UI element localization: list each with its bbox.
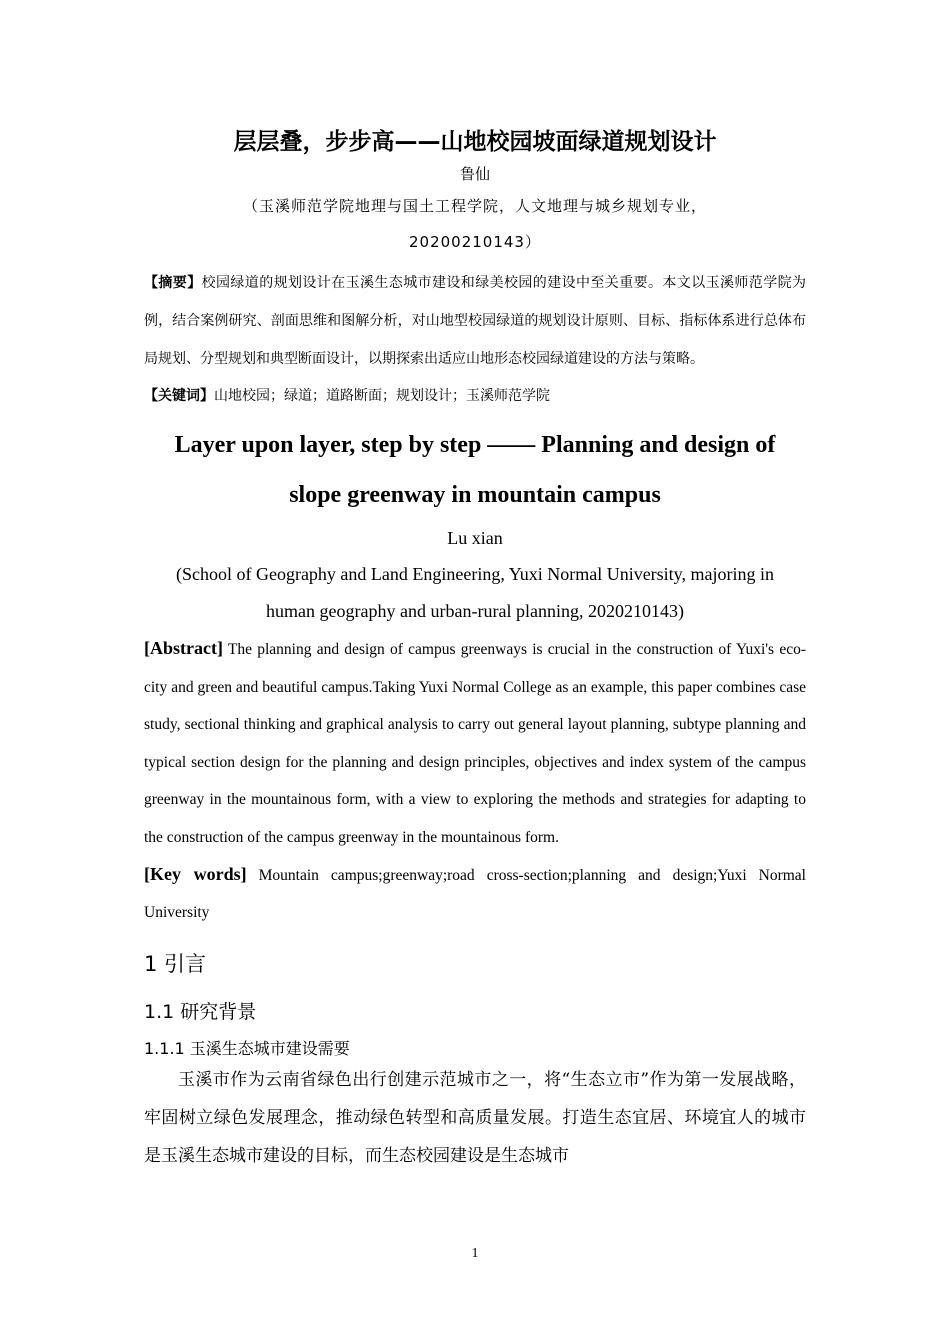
chinese-title: 层层叠，步步高——山地校园坡面绿道规划设计 xyxy=(233,129,717,155)
english-abstract-label: [Abstract] xyxy=(144,638,223,658)
english-keywords-label: [Key words] xyxy=(144,864,247,884)
page-content xyxy=(144,124,806,1175)
english-title xyxy=(144,420,806,520)
chinese-affiliation-line1: （玉溪师范学院地理与国土工程学院，人文地理与城乡规划专业， xyxy=(242,197,707,215)
chinese-keywords-text: 山地校园；绿道；道路断面；规划设计；玉溪师范学院 xyxy=(214,388,550,404)
section-heading-1-1: 1.1 研究背景 xyxy=(144,1001,257,1023)
chinese-abstract-text: 校园绿道的规划设计在玉溪生态城市建设和绿美校园的建设中至关重要。本文以玉溪师范学院为例，结合案例研究、剖面思维和图解分析，对山地型校园绿道的规划设计原则、目标、指标体系进行总体布局规划、分型规划和典型断面设计，以期探索出适应山地形态校园绿道建设的方法与策略。 xyxy=(144,275,807,367)
english-abstract-text: The planning and design of campus greenways is crucial in the construction of Yuxi's eco-city and green and beautiful campus.Taking Yuxi Normal College as an example, this paper combines case study, sectional thinking and graphical analysis to carry out general layout planning, subtype planning and typical section design for the planning and design principles, objectives and index system of the campus greenway in the mountainous form, with a view to exploring the methods and strategies for adapting to the construction of the campus greenway in the mountainous form. xyxy=(144,641,806,846)
chinese-author: 鲁仙 xyxy=(459,165,490,183)
chinese-affiliation-line2: 20200210143） xyxy=(409,233,541,251)
english-keywords-text: Mountain campus;greenway;road cross-section;planning and design;Yuxi Normal University xyxy=(144,867,806,921)
english-keywords xyxy=(144,856,806,931)
page-number: 1 xyxy=(471,1246,479,1261)
body-paragraph: 玉溪市作为云南省绿色出行创建示范城市之一，将“生态立市”作为第一发展战略，牢固树立绿色发展理念，推动绿色转型和高质量发展。打造生态宜居、环境宜人的城市是玉溪生态城市建设的目标，而生态校园建设是生态城市 xyxy=(144,1070,806,1166)
chinese-abstract xyxy=(144,264,806,378)
english-author: Lu xian xyxy=(447,528,503,548)
english-title-line1: Layer upon layer, step by step —— Planning and design of xyxy=(174,432,776,458)
chinese-abstract-label: 【摘要】 xyxy=(144,275,202,291)
english-affiliation-line1: (School of Geography and Land Engineering, Yuxi Normal University, majoring in xyxy=(175,564,775,584)
section-heading-1: 1 引言 xyxy=(144,952,207,976)
chinese-keywords xyxy=(144,378,806,414)
english-title-line2: slope greenway in mountain campus xyxy=(289,482,661,508)
section-heading-1-1-1: 1.1.1 玉溪生态城市建设需要 xyxy=(144,1039,350,1058)
english-affiliation xyxy=(144,556,806,630)
chinese-keywords-label: 【关键词】 xyxy=(144,388,214,404)
english-abstract xyxy=(144,630,806,856)
english-affiliation-line2: human geography and urban-rural planning, 2020210143) xyxy=(266,601,684,621)
